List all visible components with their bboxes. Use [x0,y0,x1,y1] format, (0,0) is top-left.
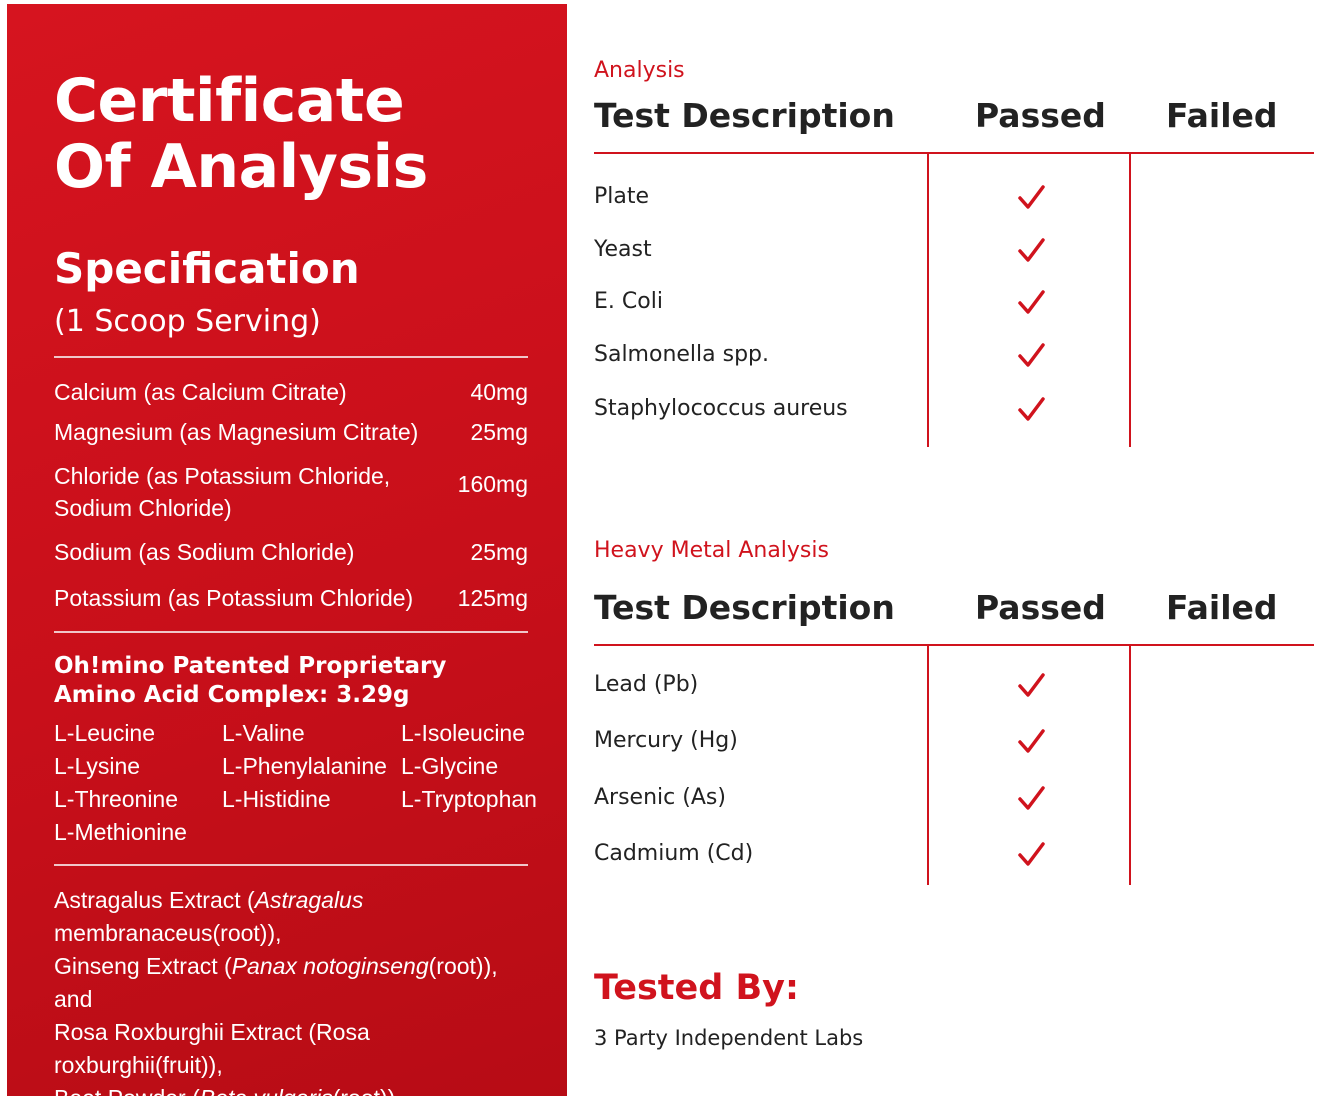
check-icon [1016,727,1046,757]
mineral-amount: 25mg [470,419,528,445]
mineral-amount: 125mg [457,585,528,611]
mineral-row [54,376,528,408]
divider [54,356,528,358]
mineral-name: Calcium (as Calcium Citrate) [54,379,347,405]
mineral-row [54,416,528,448]
extracts-list: Astragalus Extract (Astragalus membranaceus(root)), Ginseng Extract (Panax notoginseng(root)), and Rosa Roxburghii Extract (Rosa roxburghii(fruit)), Beet Powder (Beta vulgaris(root)) [54,884,534,1115]
check-icon [1016,341,1046,371]
mineral-name: Potassium (as Potassium Chloride) [54,585,414,611]
serving-size: (1 Scoop Serving) [54,304,321,339]
mineral-name: Magnesium (as Magnesium Citrate) [54,419,419,445]
check-icon [1016,395,1046,425]
divider [54,631,528,633]
column-divider [927,153,929,447]
amino-acid: L-Isoleucine [401,720,526,746]
table-row-label: Yeast [594,237,652,262]
tested-by-title: Tested By: [594,968,799,1008]
table-row-label: Cadmium (Cd) [594,841,754,866]
extract-ginseng: Ginseng Extract (Panax notoginseng(root)), and [54,953,498,1012]
specification-panel [7,4,567,1111]
table-row-label: E. Coli [594,289,663,314]
amino-acid: L-Threonine [54,786,179,812]
amino-acid: L-Phenylalanine [222,753,387,779]
mineral-name-cont: Sodium Chloride) [54,495,232,521]
mineral-name: Sodium (as Sodium Chloride) [54,539,355,565]
heavy-metal-label: Heavy Metal Analysis [594,538,829,563]
mineral-amount: 25mg [470,539,528,565]
extract-astragalus: Astragalus Extract (Astragalus [54,887,364,913]
header-passed: Passed [975,588,1106,627]
mineral-row [54,536,528,568]
mineral-name: Chloride (as Potassium Chloride, [54,463,391,489]
mineral-amount: 160mg [457,471,528,497]
mineral-amount: 40mg [470,379,528,405]
divider [54,864,528,866]
amino-acid: L-Glycine [401,753,499,779]
column-divider [1129,645,1131,885]
check-icon [1016,236,1046,266]
extract-rosa: Rosa Roxburghii Extract (Rosa roxburghii(fruit)), [54,1019,370,1078]
table-row-label: Mercury (Hg) [594,728,738,753]
table-row-label: Plate [594,184,650,209]
amino-complex-title: Oh!mino Patented Proprietary Amino Acid Complex: 3.29g [54,653,447,708]
table-row-label: Lead (Pb) [594,672,699,697]
table-row-label: Arsenic (As) [594,785,726,810]
check-icon [1016,671,1046,701]
amino-acid: L-Histidine [222,786,331,812]
amino-acid: L-Tryptophan [401,786,537,812]
tested-by-value: 3 Party Independent Labs [594,1026,864,1050]
check-icon [1016,288,1046,318]
mineral-row [54,460,528,524]
header-test-description: Test Description [594,96,895,135]
column-divider [927,645,929,885]
table-rule [594,644,1314,646]
header-passed: Passed [975,96,1106,135]
mineral-row [54,582,528,614]
amino-acid: L-Valine [222,720,305,746]
column-divider [1129,153,1131,447]
header-failed: Failed [1166,588,1278,627]
amino-acid: L-Methionine [54,819,187,845]
amino-acid: L-Lysine [54,753,141,779]
analysis-label: Analysis [594,58,685,83]
specification-title: Specification [54,244,360,293]
certificate-title: Certificate Of Analysis [54,66,428,202]
check-icon [1016,840,1046,870]
header-test-description: Test Description [594,588,895,627]
amino-acid: L-Leucine [54,720,156,746]
table-row-label: Staphylococcus aureus [594,396,848,421]
extract-beet: Beet Powder (Beta vulgaris(root)) [54,1085,396,1111]
header-failed: Failed [1166,96,1278,135]
check-icon [1016,784,1046,814]
check-icon [1016,183,1046,213]
table-row-label: Salmonella spp. [594,342,770,367]
table-rule [594,152,1314,154]
